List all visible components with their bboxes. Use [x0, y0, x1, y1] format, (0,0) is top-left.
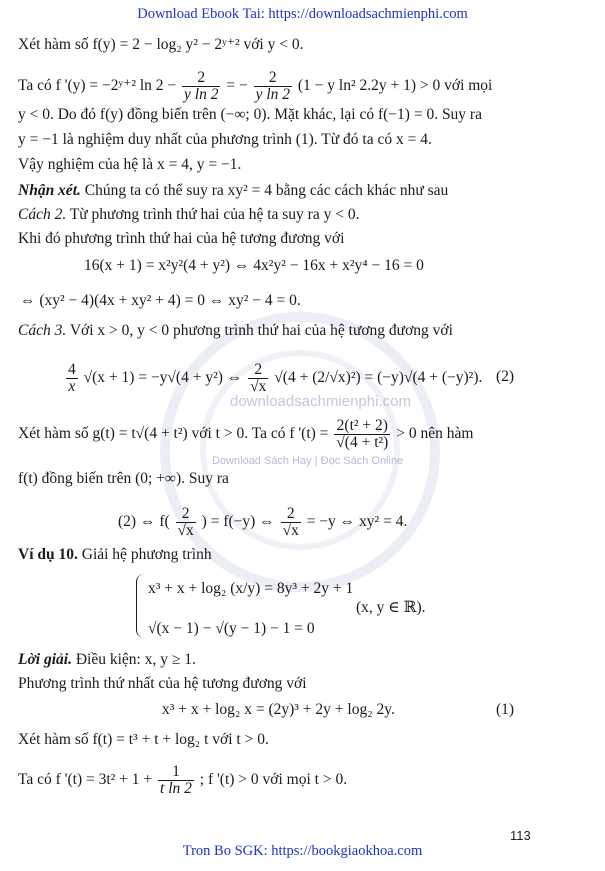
system-domain: (x, y ∈ ℝ).: [356, 599, 426, 616]
footer-link[interactable]: Tron Bo SGK: https://bookgiaokhoa.com: [182, 843, 423, 859]
system-equation-1: x³ + x + log₂ (x/y) = 8y³ + 2y + 1: [148, 580, 354, 597]
watermark-site: downloadsachmienphi.com: [230, 393, 411, 410]
equation-line-21: x³ + x + log₂ x = (2y)³ + 2y + log₂ 2y.: [162, 701, 395, 718]
equation-line-12: $\frac{4}{x}$ √(x + 1) = −y√(4 + y²) ⇔ $\frac{2}{√x}$ √(4 + (2/√x)²) = (−y)√(4 + (−y)²).: [68, 361, 483, 395]
line-20: Phương trình thứ nhất của hệ tương đương với: [18, 675, 307, 692]
watermark-tagline: Download Sách Hay | Đọc Sách Online: [212, 455, 404, 467]
equation-number-2: (2): [496, 368, 515, 385]
line-14: f(t) đồng biến trên (0; +∞). Suy ra: [18, 470, 229, 487]
line-1: Xét hàm số f(y) = 2 − log₂ y² − 2ʸ⁺² với y < 0.: [18, 36, 304, 53]
solution-label: Lời giải.: [18, 651, 72, 668]
method-3-label: Cách 3.: [18, 322, 67, 339]
line-22: Xét hàm số f(t) = t³ + t + log₂ t với t > 0.: [18, 731, 269, 748]
equation-number-1: (1): [496, 701, 515, 718]
line-23: Ta có f '(t) = 3t² + 1 + $\frac{1}{\text{t ln 2}}$ ; f '(t) > 0 với mọi t > 0.: [18, 763, 348, 797]
line-16: Ví dụ 10. Giải hệ phương trình: [18, 546, 212, 563]
example-10-label: Ví dụ 10.: [18, 546, 78, 563]
header-link[interactable]: Download Ebook Tai: https://downloadsachmienphi.com: [137, 6, 468, 22]
remark-label: Nhận xét.: [18, 182, 81, 199]
line-3: y < 0. Do đó f(y) đồng biến trên (−∞; 0). Mặt khác, lại có f(−1) = 0. Suy ra: [18, 106, 482, 123]
equation-line-10: ⇔ (xy² − 4)(4x + xy² + 4) = 0 ⇔ xy² − 4 = 0.: [20, 292, 301, 309]
line-11: Cách 3. Với x > 0, y < 0 phương trình thứ hai của hệ tương đương với: [18, 322, 453, 339]
line-2: Ta có f '(y) = −2ʸ⁺² ln 2 − $\frac{2}{\text{y ln 2}}$ = − $\frac{2}{\text{y ln 2}}$ (1 − y ln² 2.2y + 1) > 0 với mọi: [18, 69, 493, 103]
equation-line-15: (2) ⇔ f( $\frac{2}{√x}$ ) = f(−y) ⇔ $\frac{2}{√x}$ = −y ⇔ xy² = 4.: [118, 505, 408, 539]
system-equation-2: √(x − 1) − √(y − 1) − 1 = 0: [148, 620, 315, 637]
line-19: Lời giải. Điều kiện: x, y ≥ 1.: [18, 651, 196, 668]
system-brace: [136, 574, 145, 638]
line-4: y = −1 là nghiệm duy nhất của phương trình (1). Từ đó ta có x = 4.: [18, 131, 432, 148]
line-8: Khi đó phương trình thứ hai của hệ tương đương với: [18, 230, 345, 247]
equation-line-9: 16(x + 1) = x²y²(4 + y²) ⇔ 4x²y² − 16x + x²y⁴ − 16 = 0: [84, 257, 424, 274]
page-number: 113: [510, 828, 531, 843]
method-2-label: Cách 2.: [18, 206, 67, 223]
line-5: Vậy nghiệm của hệ là x = 4, y = −1.: [18, 156, 242, 173]
line-7: Cách 2. Từ phương trình thứ hai của hệ ta suy ra y < 0.: [18, 206, 360, 223]
line-6: Nhận xét. Chúng ta có thể suy ra xy² = 4 bằng các cách khác như sau: [18, 182, 449, 199]
line-13: Xét hàm số g(t) = t√(4 + t²) với t > 0. Ta có f '(t) = $\frac{\text{2(t² + 2)}}{\text{√(4 + t²)}}$ > 0 nên hàm: [18, 417, 474, 451]
